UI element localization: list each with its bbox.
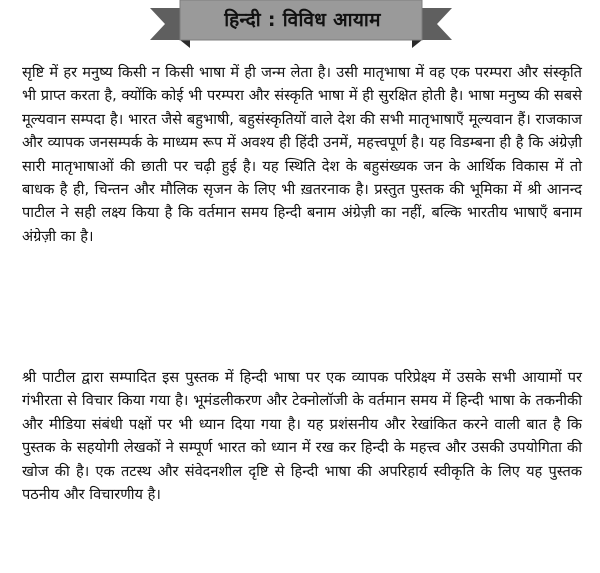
ribbon-right-fold bbox=[412, 40, 422, 48]
paragraph-2: श्री पाटील द्वारा सम्पादित इस पुस्तक में हिन्दी भाषा पर एक व्यापक परिप्रेक्ष्य में उसके सभी आयामों पर गंभीरता से विचार किया गया है। भूमंडलीकरण और टेक्नोलॉजी के वर्तमान समय में हिन्दी भाषा के तकनीकी और मीडिया संबंधी पक्षों पर भी ध्यान दिया गया है। यह प्रशंसनीय और रेखांकित करने वाली बात है कि पुस्तक के सहयोगी लेखकों ने सम्पूर्ण भारत को ध्यान में रख कर हिन्दी के महत्त्व और उसकी उपयोगिता की खोज की है। एक तटस्थ और संवेदनशील दृष्टि से हिन्दी भाषा की अपरिहार्य स्वीकृति के लिए यह पुस्तक पठनीय और विचारणीय है। bbox=[22, 369, 582, 504]
ribbon-left-fold bbox=[180, 40, 190, 48]
title-banner bbox=[0, 0, 600, 50]
paragraph-1: सृष्टि में हर मनुष्य किसी न किसी भाषा में ही जन्म लेता है। उसी मातृभाषा में वह एक परम्परा और संस्कृति भी प्राप्त करता है, क्योंकि कोई भी परम्परा और संस्कृति भाषा में ही सुरक्षित होती है। भाषा मनुष्य की सबसे मूल्यवान सम्पदा है। भारत जैसे बहुभाषी, बहुसंस्कृतियों वाले देश की सभी मातृभाषाएँ मूल्यवान हैं। राजकाज और व्यापक जनसम्पर्क के माध्यम रूप में अवश्य ही हिंदी उनमें, महत्त्वपूर्ण है। यह विडम्बना ही है कि अंग्रेज़ी सारी मातृभाषाओं की छाती पर चढ़ी हुई है। यह स्थिति देश के बहुसंख्यक जन के आर्थिक विकास में तो बाधक है ही, चिन्तन और मौलिक सृजन के लिए भी ख़तरनाक है। प्रस्तुत पुस्तक की भूमिका में श्री आनन्द पाटील ने सही लक्ष्य किया है कि वर्तमान समय हिन्दी बनाम अंग्रेज़ी का नहीं, बल्कि भारतीय भाषाएँ बनाम अंग्रेज़ी का है। bbox=[22, 64, 582, 245]
page-title: हिन्दी : विविध आयाम bbox=[224, 9, 381, 31]
